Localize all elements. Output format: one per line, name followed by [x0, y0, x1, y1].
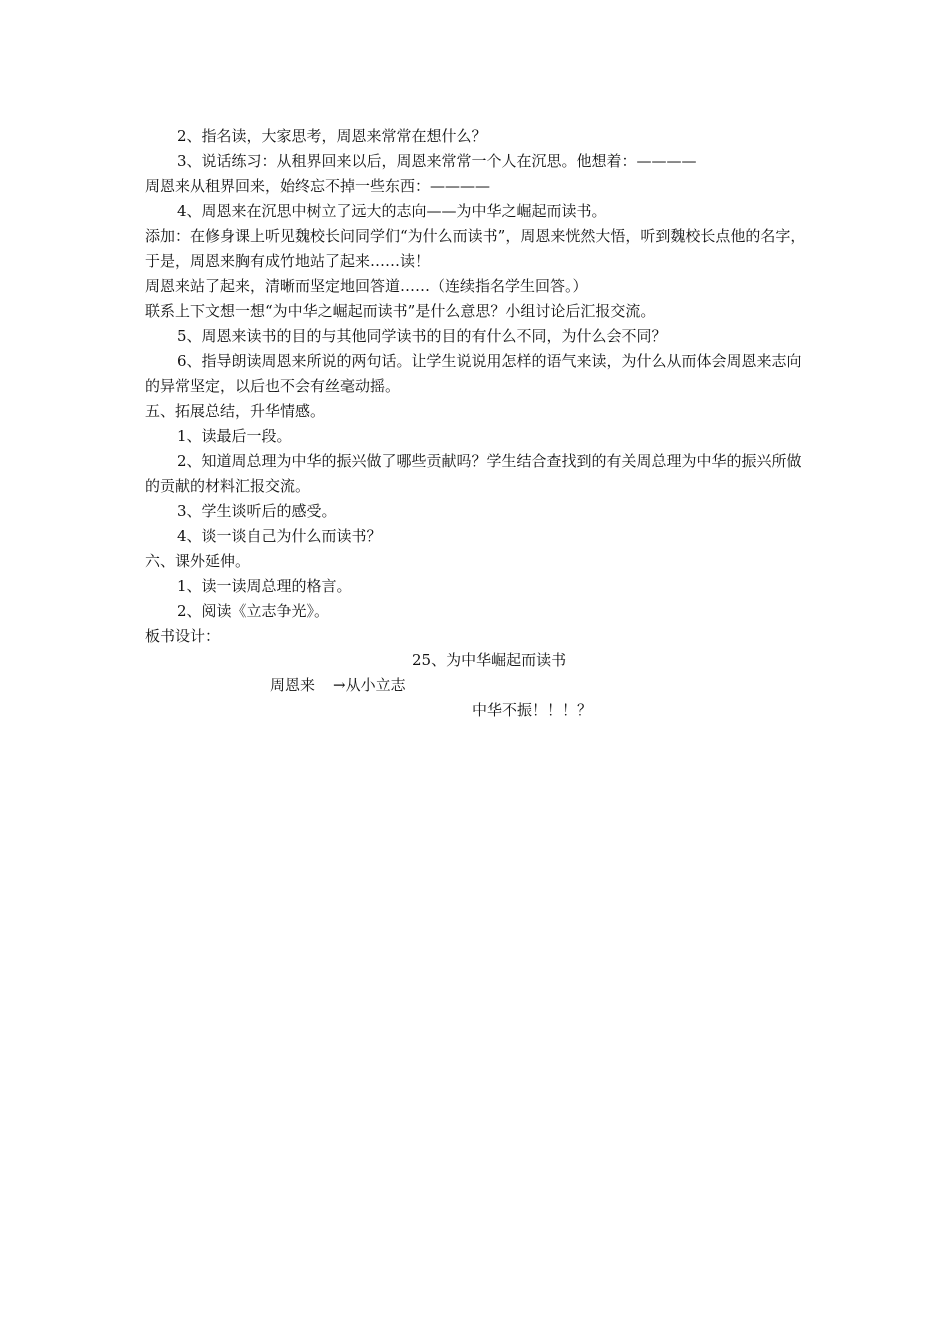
paragraph: 4、周恩来在沉思中树立了远大的志向——为中华之崛起而读书。 [177, 202, 607, 220]
board-person-name: 周恩来 [270, 676, 316, 694]
paragraph: 2、知道周总理为中华的振兴做了哪些贡献吗？学生结合查找到的有关周总理为中华的振兴所做的贡献的材料汇报交流。 [145, 452, 802, 495]
arrow-right-icon: → [333, 676, 346, 694]
board-design-label: 板书设计： [145, 627, 221, 645]
paragraph: 周恩来站了起来，清晰而坚定地回答道……（连续指名学生回答。） [145, 277, 588, 295]
paragraph: 4、谈一谈自己为什么而读书？ [177, 527, 382, 545]
lesson-plan-body [145, 124, 810, 649]
paragraph: 联系上下文想一想“为中华之崛起而读书”是什么意思？小组讨论后汇报交流。 [145, 302, 656, 320]
section-heading: 六、课外延伸。 [145, 552, 251, 570]
paragraph: 周恩来从租界回来，始终忘不掉一些东西：———— [145, 177, 491, 195]
board-goal: 从小立志 [345, 676, 406, 694]
board-title: 25、为中华崛起而读书 [412, 651, 567, 669]
paragraph: 3、说话练习：从租界回来以后，周恩来常常一个人在沉思。他想着：———— [177, 152, 697, 170]
section-heading: 五、拓展总结，升华情感。 [145, 402, 326, 420]
board-slogan: 中华不振！！！？ [472, 701, 593, 719]
paragraph: 2、阅读《立志争光》。 [177, 602, 330, 620]
paragraph: 2、指名读，大家思考，周恩来常常在想什么？ [177, 127, 487, 145]
paragraph: 3、学生谈听后的感受。 [177, 502, 337, 520]
paragraph: 6、指导朗读周恩来所说的两句话。让学生说说用怎样的语气来读，为什么从而体会周恩来志向的异常坚定，以后也不会有丝毫动摇。 [145, 352, 802, 395]
paragraph: 1、读一读周总理的格言。 [177, 577, 352, 595]
paragraph: 5、周恩来读书的目的与其他同学读书的目的有什么不同，为什么会不同？ [177, 327, 667, 345]
paragraph: 添加：在修身课上听见魏校长问同学们“为什么而读书”，周恩来恍然大悟，听到魏校长点他的名字，于是，周恩来胸有成竹地站了起来……读！ [145, 227, 806, 270]
board-line-goal [270, 673, 406, 698]
paragraph: 1、读最后一段。 [177, 427, 292, 445]
